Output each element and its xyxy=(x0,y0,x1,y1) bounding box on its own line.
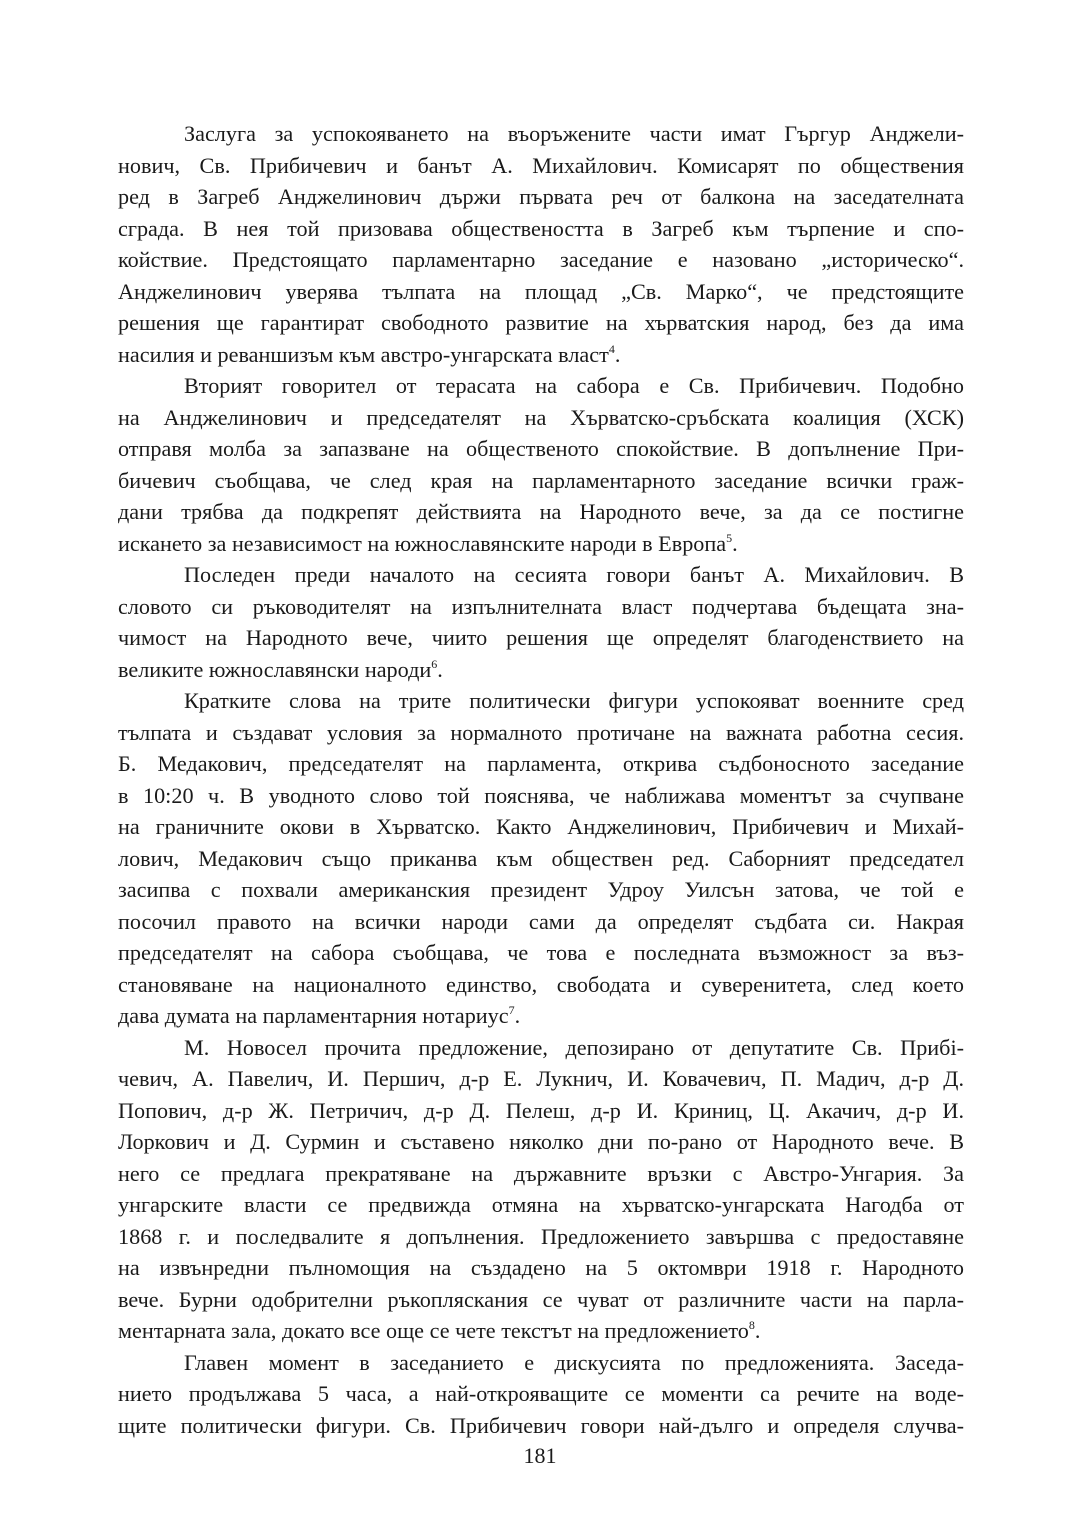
line-text: койствие. Предстоящато парламентарно заседание е назовано „историческо“. xyxy=(118,247,964,272)
line-text: Попович, д-р Ж. Петричич, д-р Д. Пелеш, д-р И. Криниц, Ц. Акачич, д-р И. xyxy=(118,1097,964,1123)
text-line xyxy=(118,591,964,623)
line-tail: . xyxy=(514,1003,521,1028)
text-line xyxy=(118,433,964,465)
line-tail: . xyxy=(754,1318,761,1343)
line-text: чевич, А. Павелич, И. Першич, д-р Е. Лукнич, И. Ковачевич, П. Мадич, д-р Д. xyxy=(118,1066,964,1091)
text-line xyxy=(118,1189,964,1221)
text-line xyxy=(118,780,964,812)
text-line xyxy=(118,1315,964,1347)
line-text: словото си ръководителят на изпълнителната власт подчертава бъдещата зна- xyxy=(118,593,964,619)
line-text: Кратките слова на трите политически фигури успокояват военните сред xyxy=(184,688,964,713)
footnote-marker: 4 xyxy=(608,341,615,356)
line-text: в 10:20 ч. В уводното слово той пояснява, че наближава моментът за счупване xyxy=(118,782,964,808)
text-line xyxy=(118,1158,964,1190)
line-text: ментарната зала, докато все още се чете текстът на предложението xyxy=(118,1318,749,1343)
line-text: бичевич съобщава, че след края на парламентарното заседание всички граж- xyxy=(118,467,964,493)
line-text: М. Новосел прочита предложение, депозирано от депутатите Св. Прибі- xyxy=(184,1034,964,1060)
line-tail: . xyxy=(437,656,443,682)
text-line xyxy=(118,1284,964,1316)
paragraph xyxy=(118,1032,964,1347)
line-text: Б. Медакович, председателят на парламента, открива съдбоносното заседание xyxy=(118,751,964,776)
text-line xyxy=(118,874,964,906)
text-line xyxy=(118,213,964,245)
paragraph xyxy=(118,118,964,370)
line-text: унгарските власти се предвижда отмяна на хърватско-унгарската Нагодба от xyxy=(118,1192,964,1217)
line-text: великите южнославянски народи xyxy=(118,656,432,682)
text-line xyxy=(118,402,964,434)
line-text: решения ще гарантират свободното развитие на хърватския народ, без да има xyxy=(118,310,964,335)
text-line xyxy=(118,654,964,686)
line-text: него се предлага прекратяване на държавните връзки с Австро-Унгария. За xyxy=(118,1160,964,1186)
text-line xyxy=(118,339,964,371)
text-line xyxy=(118,276,964,308)
text-line xyxy=(118,465,964,497)
footnote-marker: 6 xyxy=(431,656,438,671)
line-text: отправя молба за запазване на общественото спокойствие. В допълнение При- xyxy=(118,436,964,461)
line-text: нович, Св. Прибичевич и банът А. Михайлович. Комисарят по обществения xyxy=(118,152,964,178)
line-text: чимост на Народното вече, чиито решения ще определят благоденствието на xyxy=(118,625,964,650)
footnote-marker: 8 xyxy=(748,1318,755,1332)
footnote-marker: 7 xyxy=(508,1003,515,1017)
text-line xyxy=(118,1378,964,1410)
text-line xyxy=(118,244,964,276)
paragraph xyxy=(118,1347,964,1442)
paragraph xyxy=(118,559,964,685)
line-text: становяване на националното единство, свободата и суверенитета, след което xyxy=(118,971,964,997)
text-line xyxy=(118,748,964,780)
text-line xyxy=(118,717,964,749)
line-text: искането за независимост на южнославянските народи в Европа xyxy=(118,530,727,556)
text-line xyxy=(118,307,964,339)
text-line xyxy=(118,496,964,528)
line-tail: . xyxy=(614,341,621,367)
line-text: на Анджелинович и председателят на Хърватско-сръбската коалиция (ХСК) xyxy=(118,404,964,430)
text-line xyxy=(118,1000,964,1032)
text-line xyxy=(118,937,964,969)
text-line xyxy=(118,150,964,182)
text-line xyxy=(118,559,964,591)
document-body xyxy=(118,118,964,1441)
line-text: Главен момент в заседанието е дискусията по предложенията. Заседа- xyxy=(184,1349,964,1375)
line-text: председателят на сабора съобщава, че това е последната възможност за въз- xyxy=(118,940,964,965)
text-line xyxy=(118,843,964,875)
line-text: щите политически фигури. Св. Прибичевич говори най-дълго и определя случва- xyxy=(118,1412,964,1438)
paragraph xyxy=(118,685,964,1032)
line-text: дава думата на парламентарния нотариус xyxy=(118,1003,509,1028)
line-text: тълпата и създават условия за нормалното протичане на важната работна сесия. xyxy=(118,719,964,745)
line-text: Лоркович и Д. Сурмин и съставено няколко дни по-рано от Народното вече. В xyxy=(118,1129,964,1154)
line-text: Последен преди началото на сесията говори банът А. Михайлович. В xyxy=(184,562,964,587)
text-line xyxy=(118,1410,964,1442)
text-line xyxy=(118,1032,964,1064)
text-line xyxy=(118,906,964,938)
text-line xyxy=(118,1126,964,1158)
text-line xyxy=(118,181,964,213)
line-text: Заслуга за успокояването на въоръжените части имат Гъргур Анджели- xyxy=(184,121,964,146)
page-number: 181 xyxy=(523,1443,557,1468)
text-line xyxy=(118,1252,964,1284)
line-text: 1868 г. и последвалите я допълнения. Предложението завършва с предоставяне xyxy=(118,1223,964,1249)
line-text: сграда. В нея той призовава обществеността в Загреб към търпение и спо- xyxy=(118,215,964,241)
text-line xyxy=(118,622,964,654)
line-text: Анджелинович уверява тълпата на площад „Св. Марко“, че предстоящите xyxy=(118,278,964,304)
line-text: засипва с похвали американския президент Удроу Уилсън затова, че той е xyxy=(118,877,964,902)
line-text: дани трябва да подкрепят действията на Народното вече, за да се постигне xyxy=(118,499,964,524)
line-text: на граничните окови в Хърватско. Както Анджелинович, Прибичевич и Михай- xyxy=(118,814,964,839)
text-line xyxy=(118,1095,964,1127)
text-line xyxy=(118,528,964,560)
line-text: ред в Загреб Анджелинович държи първата реч от балкона на заседателната xyxy=(118,184,964,209)
text-line xyxy=(118,118,964,150)
paragraph xyxy=(118,370,964,559)
line-text: лович, Медакович също приканва към обществен ред. Саборният председател xyxy=(118,845,964,871)
text-line xyxy=(118,1347,964,1379)
footnote-marker: 5 xyxy=(726,530,733,545)
text-line xyxy=(118,1063,964,1095)
line-text: насилия и реваншизъм към австро-унгарската власт xyxy=(118,341,609,367)
line-text: на извънредни пълномощия на създадено на 5 октомври 1918 г. Народното xyxy=(118,1255,964,1280)
text-line xyxy=(118,1221,964,1253)
line-tail: . xyxy=(732,530,738,556)
text-line xyxy=(118,811,964,843)
text-line xyxy=(118,370,964,402)
line-text: посочил правото на всички народи сами да определят съдбата си. Накрая xyxy=(118,908,964,934)
line-text: Вторият говорител от терасата на сабора е Св. Прибичевич. Подобно xyxy=(184,373,964,398)
line-text: нието продължава 5 часа, а най-открояващите се моменти са речите на водe- xyxy=(118,1381,964,1406)
text-line xyxy=(118,685,964,717)
text-line xyxy=(118,969,964,1001)
line-text: вече. Бурни одобрителни ръкопляскания се чуват от различните части на парла- xyxy=(118,1286,964,1312)
